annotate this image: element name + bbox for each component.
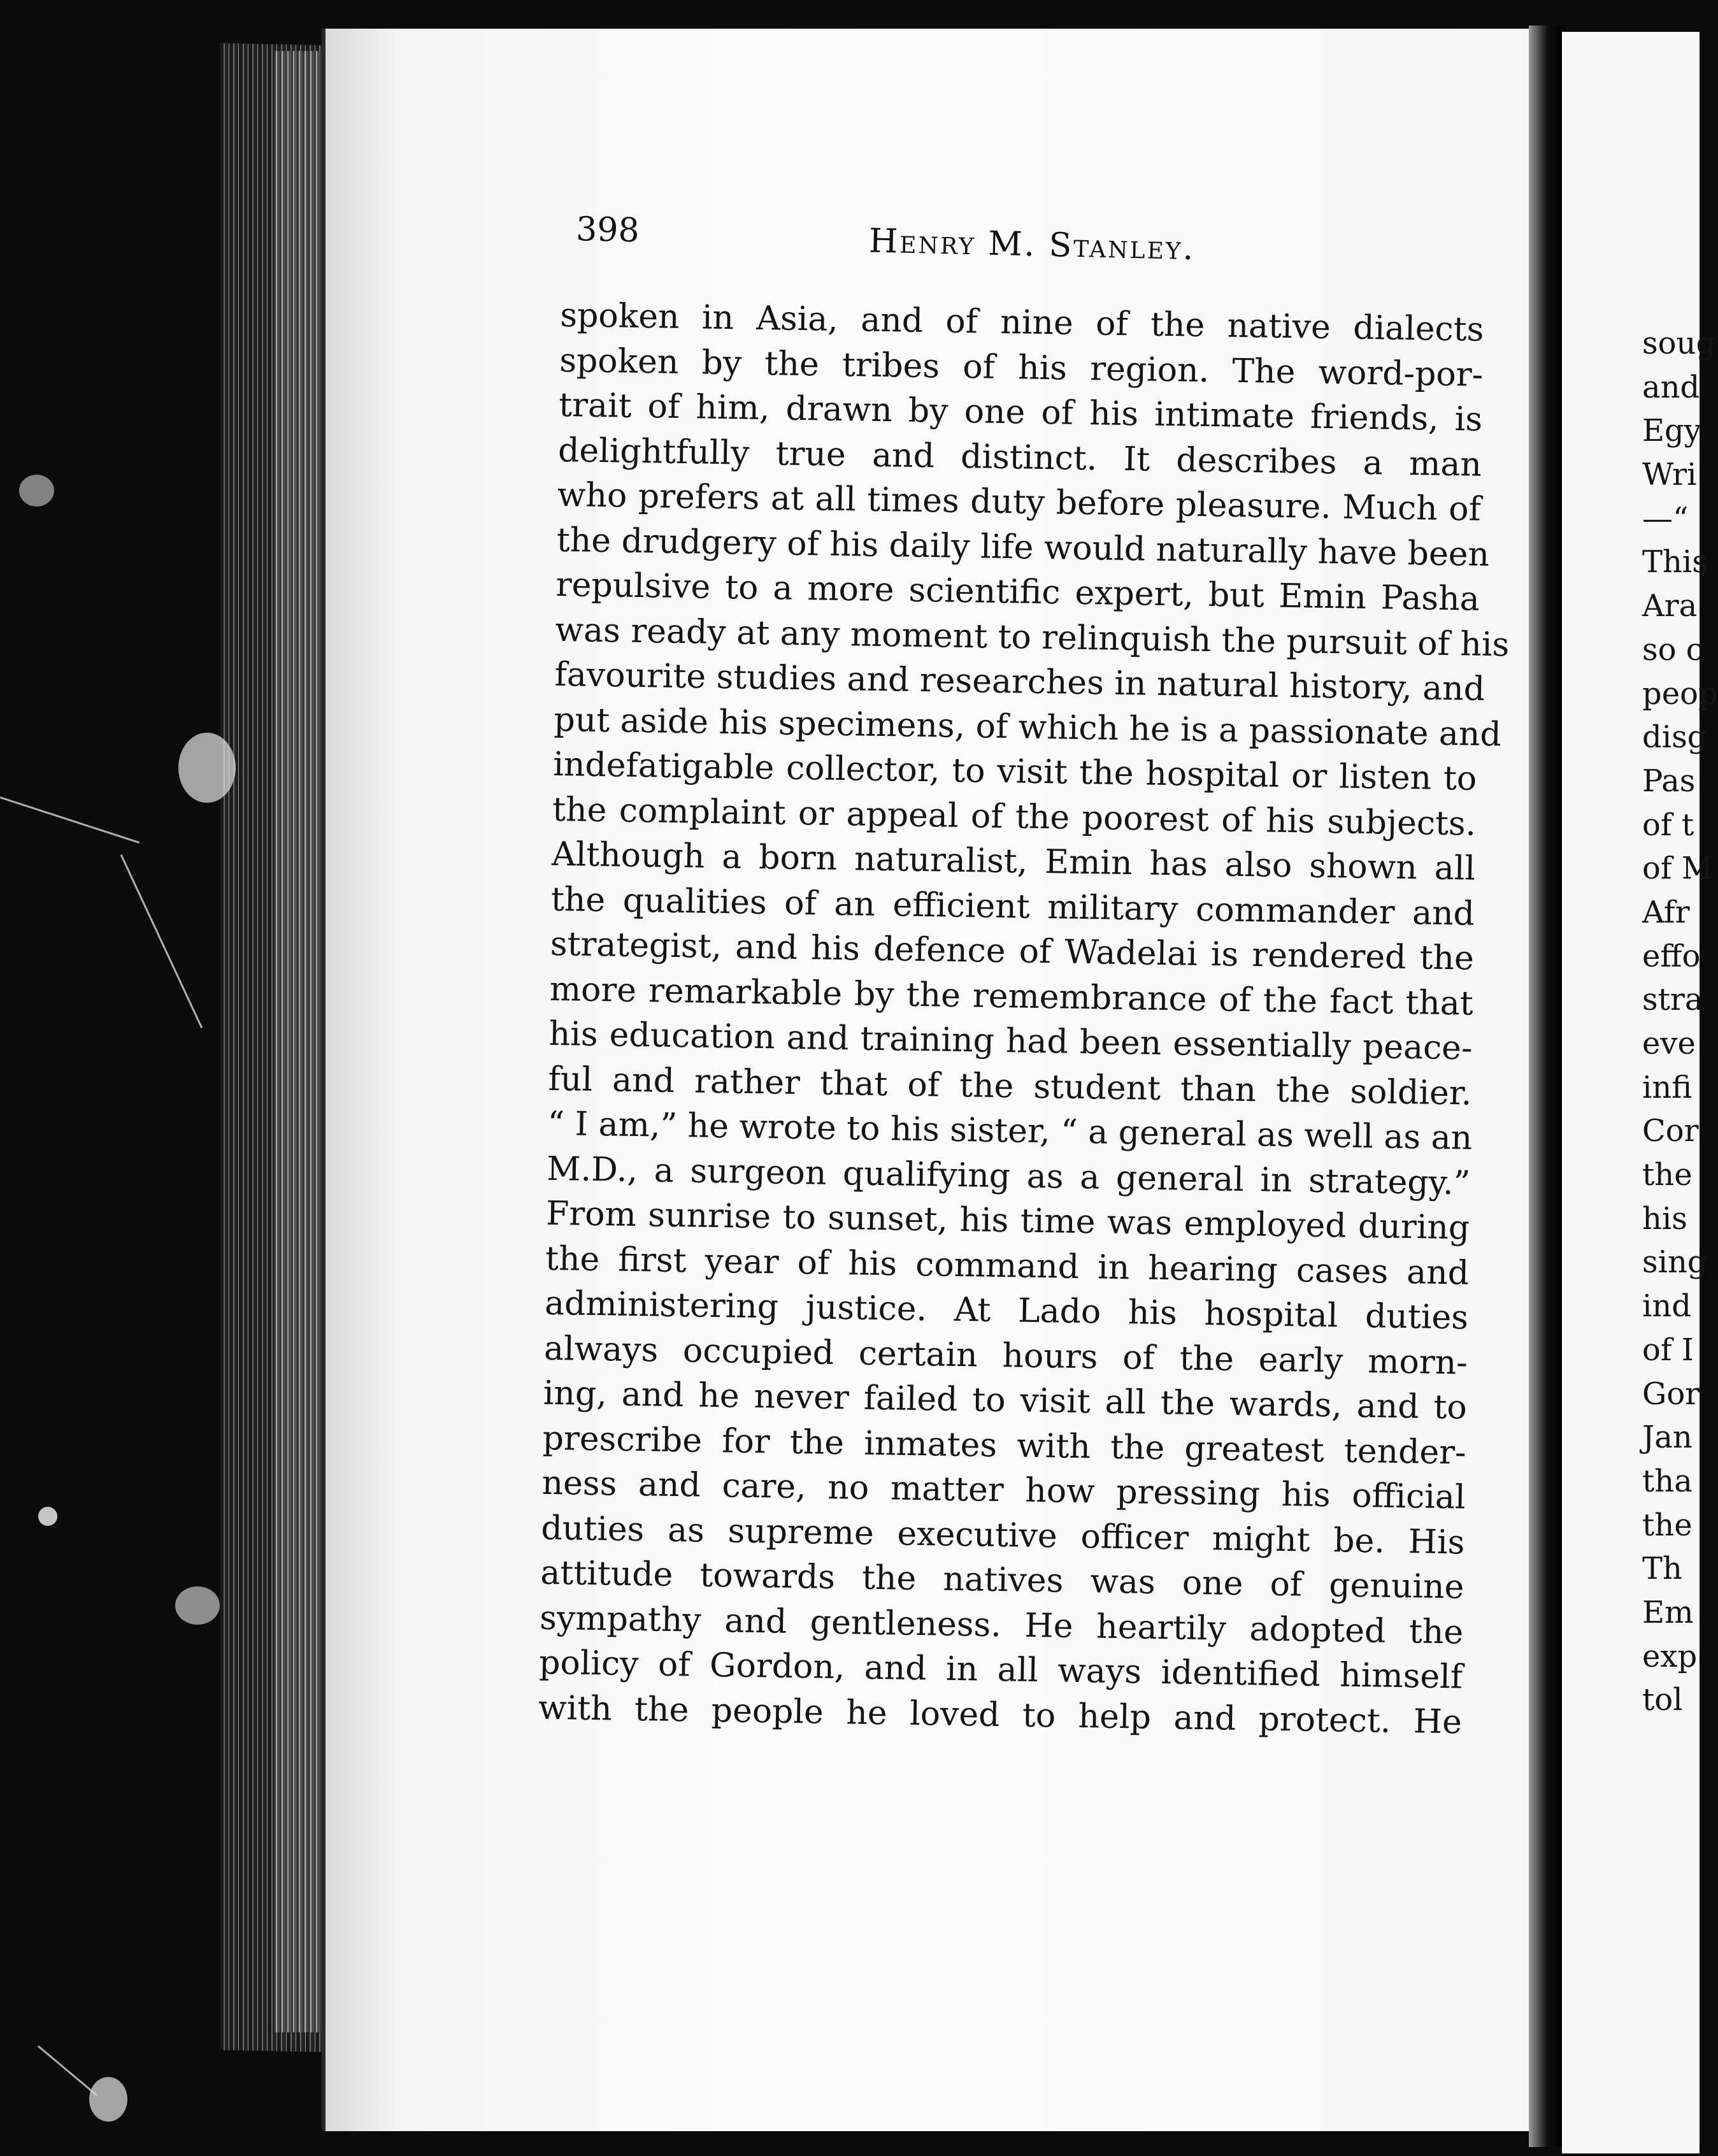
dust-speck: [175, 1586, 220, 1625]
text-line: spoken by the tribes of his region. The word-por-: [559, 341, 1484, 394]
page-number: 398: [575, 210, 640, 250]
fiber: [120, 854, 203, 1028]
text-line: ness and care, no matter how pressing his official: [541, 1463, 1466, 1517]
text-fragment: Gor: [1642, 1376, 1700, 1412]
text-fragment: and: [1642, 369, 1700, 405]
text-line: From sunrise to sunset, his time was employed during: [545, 1194, 1470, 1247]
text-fragment: of t: [1642, 807, 1694, 843]
text-line: policy of Gordon, and in all ways identified himself: [538, 1643, 1463, 1697]
text-fragment: soug: [1642, 326, 1716, 361]
text-line: with the people he loved to help and protect. He: [538, 1688, 1463, 1741]
right-page-text-fragments: [1642, 322, 1718, 1722]
text-fragment: Egy: [1642, 413, 1701, 449]
text-fragment: This: [1642, 544, 1708, 580]
text-fragment: so c: [1642, 631, 1703, 668]
text-line: was ready at any moment to relinquish the pursuit of his: [555, 610, 1510, 664]
body-text: [538, 293, 1510, 1744]
text-line: put aside his specimens, of which he is a passionate and: [554, 700, 1502, 754]
dust-speck: [38, 1507, 57, 1526]
text-line: who prefers at all times duty before pleasure. Much of: [557, 475, 1482, 529]
text-fragment: of I: [1642, 1332, 1694, 1368]
text-line: his education and training had been essentially peace-: [548, 1014, 1473, 1068]
text-fragment: peop: [1642, 675, 1718, 712]
text-line: ful and rather that of the student than the soldier.: [548, 1060, 1472, 1113]
text-line: sympathy and gentleness. He heartily adopted the: [539, 1599, 1464, 1652]
dust-speck: [89, 2077, 127, 2122]
text-fragment: ind: [1642, 1288, 1691, 1325]
text-line: “ I am,” he wrote to his sister, “ a general as well as an: [547, 1104, 1473, 1158]
text-line: indefatigable collector, to visit the hospital or listen to: [552, 745, 1477, 798]
text-fragment: Em: [1642, 1594, 1694, 1630]
text-fragment: eve: [1642, 1026, 1696, 1061]
text-line: ing, and he never failed to visit all the wards, and to: [543, 1374, 1468, 1427]
text-fragment: exp: [1642, 1638, 1698, 1674]
text-fragment: infi: [1642, 1069, 1693, 1105]
text-fragment: —“: [1642, 500, 1689, 536]
text-fragment: Afr: [1642, 894, 1690, 930]
dust-speck: [19, 475, 54, 507]
running-head: Henry M. Stanley.: [868, 222, 1196, 268]
text-line: Although a born naturalist, Emin has also shown all: [551, 835, 1476, 888]
text-fragment: Ara: [1642, 588, 1698, 624]
text-fragment: Wri: [1642, 457, 1697, 493]
text-fragment: tol: [1642, 1682, 1683, 1718]
text-fragment: the: [1642, 1157, 1693, 1193]
text-line: strategist, and his defence of Wadelai is rendered the: [550, 924, 1475, 978]
text-fragment: tha: [1642, 1463, 1693, 1499]
text-line: spoken in Asia, and of nine of the native dialects: [559, 296, 1484, 349]
fiber: [38, 2045, 97, 2095]
text-line: duties as supreme executive officer might be. His: [541, 1509, 1465, 1562]
text-fragment: of M: [1642, 851, 1714, 887]
text-fragment: Pas: [1642, 763, 1696, 799]
text-fragment: sing: [1642, 1244, 1707, 1281]
text-fragment: Cor: [1642, 1113, 1699, 1149]
text-fragment: stra: [1642, 982, 1703, 1018]
book-gutter: [1529, 25, 1562, 2147]
text-line: always occupied certain hours of the early morn-: [543, 1329, 1468, 1383]
text-fragment: disg: [1642, 719, 1707, 756]
text-line: the first year of his command in hearing cases and: [545, 1239, 1470, 1293]
text-line: prescribe for the inmates with the greatest tender-: [542, 1419, 1467, 1472]
text-line: favourite studies and researches in natural history, and: [554, 655, 1485, 708]
text-fragment: effo: [1642, 938, 1701, 974]
text-line: the complaint or appeal of the poorest of his subjects.: [552, 790, 1477, 844]
text-fragment: Jan: [1642, 1419, 1693, 1456]
text-fragment: the: [1642, 1507, 1693, 1543]
text-line: the drudgery of his daily life would naturally have been: [556, 521, 1490, 574]
text-line: M.D., a surgeon qualifying as a general in strategy.”: [546, 1149, 1471, 1203]
text-fragment: Th: [1642, 1551, 1682, 1587]
text-line: delightfully true and distinct. It describes a man: [557, 431, 1482, 484]
text-fragment: his: [1642, 1200, 1687, 1237]
text-line: the qualities of an efficient military commander and: [550, 880, 1475, 933]
text-line: repulsive to a more scientific expert, but Emin Pasha: [555, 565, 1480, 619]
text-line: trait of him, drawn by one of his intimate friends, is: [558, 385, 1483, 439]
fiber: [0, 796, 140, 844]
text-line: administering justice. At Lado his hospital duties: [544, 1284, 1469, 1337]
text-line: more remarkable by the remembrance of the fact that: [549, 970, 1474, 1023]
text-line: attitude towards the natives was one of genuine: [540, 1553, 1464, 1607]
dust-speck: [178, 733, 236, 803]
